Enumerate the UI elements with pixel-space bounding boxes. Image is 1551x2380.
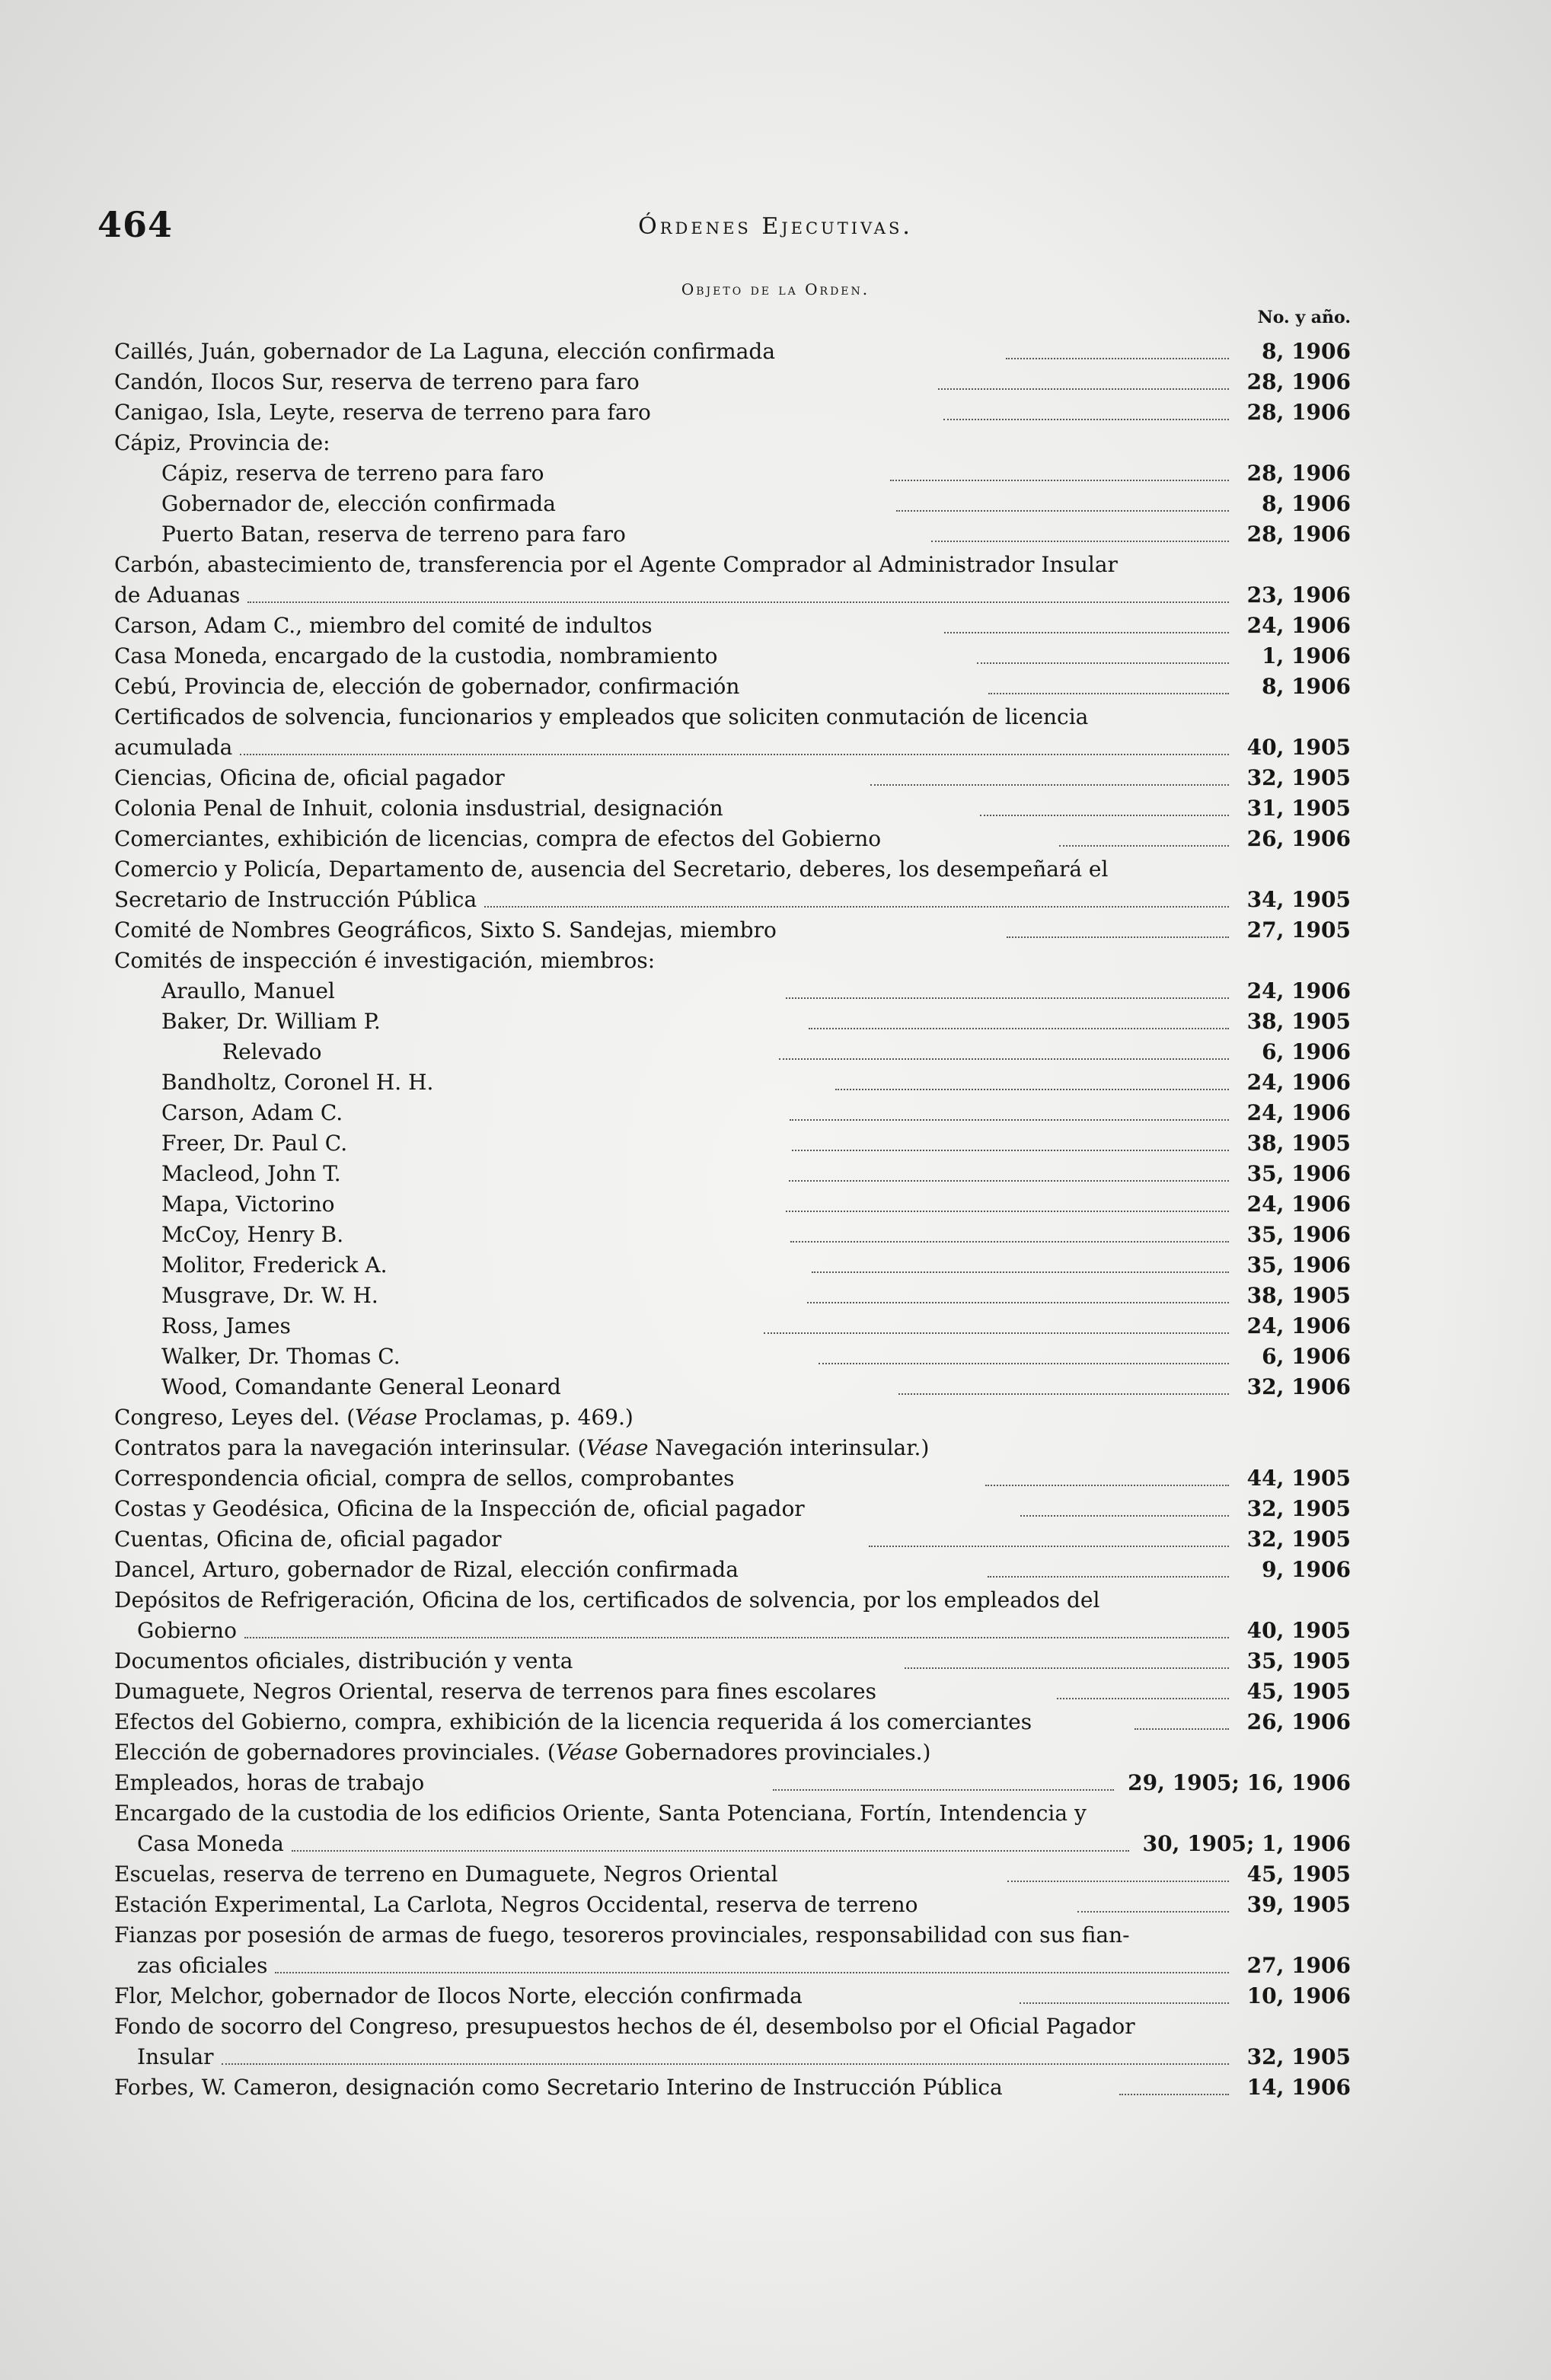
entry-number: 28, 1906 bbox=[1246, 400, 1351, 425]
entry-number: 34, 1905 bbox=[1246, 887, 1351, 912]
dot-leader bbox=[977, 662, 1229, 664]
entry-number: 8, 1906 bbox=[1262, 491, 1352, 516]
entry-text: Musgrave, Dr. W. H. bbox=[161, 1283, 378, 1308]
index-entry bbox=[114, 1829, 1351, 1859]
dot-leader bbox=[790, 1241, 1229, 1243]
entry-number: 26, 1906 bbox=[1246, 1709, 1352, 1734]
entry-number: 6, 1906 bbox=[1262, 1039, 1352, 1064]
entry-number: 24, 1906 bbox=[1246, 1313, 1352, 1338]
dot-leader bbox=[869, 1546, 1229, 1547]
entry-text: Canigao, Isla, Leyte, reserva de terreno para faro bbox=[114, 400, 651, 425]
entry-text: Gobernador de, elección confirmada bbox=[161, 491, 556, 516]
entry-text: Ross, James bbox=[161, 1313, 291, 1338]
dot-leader bbox=[240, 754, 1229, 755]
index-entry bbox=[114, 580, 1351, 611]
entry-number: 29, 1905; 16, 1906 bbox=[1128, 1770, 1352, 1795]
entry-text: Depósitos de Refrigeración, Oficina de los, certificados de solvencia, por los empleados del bbox=[114, 1587, 1100, 1613]
index-entry bbox=[114, 1463, 1351, 1494]
entry-number: 35, 1906 bbox=[1246, 1252, 1352, 1278]
dot-leader bbox=[789, 1180, 1229, 1182]
entry-text: Walker, Dr. Thomas C. bbox=[161, 1344, 401, 1369]
entry-number: 9, 1906 bbox=[1262, 1557, 1351, 1582]
index-subentry bbox=[114, 458, 1351, 489]
index-subentry bbox=[114, 1311, 1351, 1342]
entry-text: Cuentas, Oficina de, oficial pagador bbox=[114, 1527, 502, 1552]
entry-text: Carson, Adam C., miembro del comité de indultos bbox=[114, 613, 653, 638]
entry-text: Araullo, Manuel bbox=[161, 978, 335, 1003]
index-subentry bbox=[114, 1098, 1351, 1128]
entry-number: 40, 1905 bbox=[1246, 735, 1351, 760]
dot-leader bbox=[1057, 1698, 1230, 1699]
entry-text: Casa Moneda, encargado de la custodia, nombramiento bbox=[114, 643, 718, 668]
entry-number: 10, 1906 bbox=[1246, 1983, 1352, 2008]
dot-leader bbox=[905, 1667, 1229, 1669]
cross-reference: Congreso, Leyes del. (Véase Proclamas, p. 469.) bbox=[114, 1405, 633, 1430]
index-entry bbox=[114, 611, 1351, 641]
index-subentry bbox=[114, 1128, 1351, 1159]
entry-text: Comercio y Policía, Departamento de, ausencia del Secretario, deberes, los desempeñará el bbox=[114, 857, 1109, 882]
entry-number: 45, 1905 bbox=[1246, 1862, 1352, 1887]
entry-number: 24, 1906 bbox=[1246, 978, 1352, 1003]
index-entries bbox=[114, 337, 1351, 2103]
entry-text: Dumaguete, Negros Oriental, reserva de terrenos para fines escolares bbox=[114, 1679, 876, 1704]
entry-number: 31, 1905 bbox=[1246, 796, 1352, 821]
dot-leader bbox=[247, 601, 1229, 603]
index-entry bbox=[114, 1768, 1351, 1798]
entry-continuation: Insular bbox=[137, 2044, 214, 2069]
entry-number: 38, 1905 bbox=[1246, 1283, 1352, 1308]
entry-text: Caillés, Juán, gobernador de La Laguna, elección confirmada bbox=[114, 339, 776, 364]
entry-text: Ciencias, Oficina de, oficial pagador bbox=[114, 765, 505, 790]
entry-number: 24, 1906 bbox=[1246, 1100, 1351, 1125]
entry-text: Molitor, Frederick A. bbox=[161, 1252, 388, 1278]
index-entry bbox=[114, 367, 1351, 397]
dot-leader bbox=[1020, 1515, 1229, 1517]
index-entry bbox=[114, 1677, 1351, 1707]
entry-number: 14, 1906 bbox=[1246, 2075, 1351, 2100]
dot-leader bbox=[1059, 845, 1229, 847]
entry-number: 32, 1905 bbox=[1246, 765, 1352, 790]
dot-leader bbox=[988, 693, 1229, 694]
index-entry bbox=[114, 885, 1351, 915]
dot-leader bbox=[890, 480, 1229, 481]
entry-text: Certificados de solvencia, funcionarios y empleados que soliciten conmutación de licencia bbox=[114, 704, 1089, 729]
index-subentry bbox=[114, 1159, 1351, 1189]
index-subentry bbox=[114, 519, 1351, 550]
entry-number: 35, 1905 bbox=[1246, 1648, 1351, 1673]
entry-number: 8, 1906 bbox=[1262, 674, 1352, 699]
index-entry bbox=[114, 2072, 1351, 2103]
index-entry bbox=[114, 915, 1351, 946]
dot-leader bbox=[275, 1972, 1229, 1973]
entry-number: 24, 1906 bbox=[1246, 613, 1351, 638]
index-heading: Comités de inspección é investigación, miembros: bbox=[114, 948, 656, 973]
entry-text: Escuelas, reserva de terreno en Dumaguete, Negros Oriental bbox=[114, 1862, 778, 1887]
dot-leader bbox=[790, 1119, 1229, 1121]
entry-text: Macleod, John T. bbox=[161, 1161, 341, 1186]
entry-continuation: Secretario de Instrucción Pública bbox=[114, 887, 477, 912]
index-subentry bbox=[114, 1037, 1351, 1067]
index-entry bbox=[114, 1890, 1351, 1920]
entry-number: 6, 1906 bbox=[1262, 1344, 1352, 1369]
index-subentry bbox=[114, 1067, 1351, 1098]
entry-text: Dancel, Arturo, gobernador de Rizal, elección confirmada bbox=[114, 1557, 739, 1582]
index-subentry bbox=[114, 489, 1351, 519]
dot-leader bbox=[1020, 2002, 1229, 2004]
entry-number: 27, 1905 bbox=[1246, 917, 1351, 943]
entry-text: Wood, Comandante General Leonard bbox=[161, 1374, 561, 1399]
dot-leader bbox=[896, 510, 1229, 512]
index-entry bbox=[114, 763, 1351, 793]
entry-text: Comerciantes, exhibición de licencias, compra de efectos del Gobierno bbox=[114, 826, 882, 851]
entry-text: Fondo de socorro del Congreso, presupuestos hechos de él, desembolso por el Oficial Pagador bbox=[114, 2014, 1135, 2039]
dot-leader bbox=[943, 419, 1229, 420]
cross-reference: Elección de gobernadores provinciales. (Véase Gobernadores provinciales.) bbox=[114, 1740, 931, 1765]
entry-number: 28, 1906 bbox=[1246, 461, 1352, 486]
index-entry bbox=[114, 1524, 1351, 1555]
entry-text: Efectos del Gobierno, compra, exhibición de la licencia requerida á los comerciantes bbox=[114, 1709, 1032, 1734]
index-entry bbox=[114, 641, 1351, 672]
index-subentry bbox=[114, 1250, 1351, 1281]
entry-number: 38, 1905 bbox=[1246, 1131, 1351, 1156]
dot-leader bbox=[792, 1150, 1229, 1151]
dot-leader bbox=[786, 1211, 1229, 1212]
running-head: Órdenes Ejecutivas. bbox=[638, 213, 913, 240]
index-subentry bbox=[114, 1372, 1351, 1402]
entry-text: Relevado bbox=[222, 1039, 322, 1064]
index-entry bbox=[114, 793, 1351, 824]
dot-leader bbox=[807, 1302, 1229, 1303]
entry-number: 44, 1905 bbox=[1246, 1466, 1352, 1491]
entry-number: 27, 1906 bbox=[1246, 1953, 1351, 1978]
entry-number: 39, 1905 bbox=[1246, 1892, 1351, 1917]
dot-leader bbox=[1119, 2094, 1229, 2095]
entry-number: 32, 1906 bbox=[1246, 1374, 1351, 1399]
dot-leader bbox=[779, 1058, 1229, 1060]
index-entry bbox=[114, 672, 1351, 702]
entry-number: 38, 1905 bbox=[1246, 1009, 1352, 1034]
dot-leader bbox=[931, 541, 1229, 542]
entry-number: 24, 1906 bbox=[1246, 1070, 1351, 1095]
entry-continuation: acumulada bbox=[114, 735, 233, 760]
dot-leader bbox=[980, 815, 1229, 816]
dot-leader bbox=[764, 1332, 1229, 1334]
entry-number: 32, 1905 bbox=[1246, 1496, 1352, 1521]
entry-number: 30, 1905; 1, 1906 bbox=[1142, 1831, 1351, 1856]
entry-number: 35, 1906 bbox=[1246, 1222, 1352, 1247]
entry-text: Candón, Ilocos Sur, reserva de terreno para faro bbox=[114, 369, 640, 394]
dot-leader bbox=[898, 1393, 1229, 1395]
entry-number: 1, 1906 bbox=[1262, 643, 1351, 668]
entry-text: Bandholtz, Coronel H. H. bbox=[161, 1070, 434, 1095]
index-entry bbox=[114, 1951, 1351, 1981]
entry-number: 24, 1906 bbox=[1246, 1192, 1351, 1217]
entry-text: Freer, Dr. Paul C. bbox=[161, 1131, 348, 1156]
cross-reference: Contratos para la navegación interinsular. (Véase Navegación interinsular.) bbox=[114, 1435, 930, 1460]
dot-leader bbox=[988, 1576, 1229, 1578]
entry-continuation: Gobierno bbox=[137, 1618, 237, 1643]
index-entry bbox=[114, 824, 1351, 854]
entry-text: McCoy, Henry B. bbox=[161, 1222, 344, 1247]
dot-leader bbox=[944, 632, 1229, 633]
index-entry bbox=[114, 1707, 1351, 1737]
index-subentry bbox=[114, 1189, 1351, 1220]
dot-leader bbox=[835, 1089, 1229, 1090]
dot-leader bbox=[819, 1363, 1229, 1364]
dot-leader bbox=[812, 1271, 1229, 1273]
index-subentry bbox=[114, 1007, 1351, 1037]
entry-continuation: zas oficiales bbox=[137, 1953, 268, 1978]
entry-text: Encargado de la custodia de los edificios Oriente, Santa Potenciana, Fortín, Intendencia y bbox=[114, 1801, 1087, 1826]
dot-leader bbox=[1077, 1911, 1229, 1913]
entry-text: Cápiz, reserva de terreno para faro bbox=[161, 461, 544, 486]
entry-number: 28, 1906 bbox=[1246, 522, 1352, 547]
entry-number: 26, 1906 bbox=[1246, 826, 1352, 851]
index-subentry bbox=[114, 976, 1351, 1007]
entry-continuation: de Aduanas bbox=[114, 582, 241, 608]
dot-leader bbox=[484, 906, 1229, 908]
index-entry bbox=[114, 1616, 1351, 1646]
index-entry bbox=[114, 1859, 1351, 1890]
index-entry bbox=[114, 732, 1351, 763]
index-entry bbox=[114, 337, 1351, 367]
entry-text: Puerto Batan, reserva de terreno para faro bbox=[161, 522, 626, 547]
index-subentry bbox=[114, 1220, 1351, 1250]
entry-number: 32, 1905 bbox=[1246, 1527, 1352, 1552]
entry-text: Fianzas por posesión de armas de fuego, tesoreros provinciales, responsabilidad con sus fian- bbox=[114, 1922, 1130, 1948]
dot-leader bbox=[1007, 936, 1229, 938]
entry-text: Estación Experimental, La Carlota, Negros Occidental, reserva de terreno bbox=[114, 1892, 918, 1917]
dot-leader bbox=[938, 388, 1229, 390]
index-entry bbox=[114, 1494, 1351, 1524]
entry-number: 32, 1905 bbox=[1246, 2044, 1351, 2069]
entry-number: 23, 1906 bbox=[1246, 582, 1351, 608]
index-heading: Cápiz, Provincia de: bbox=[114, 430, 330, 455]
section-head: Objeto de la Orden. bbox=[681, 280, 870, 298]
page-number: 464 bbox=[97, 204, 174, 245]
dot-leader bbox=[1007, 1881, 1229, 1882]
index-entry bbox=[114, 397, 1351, 428]
dot-leader bbox=[985, 1485, 1229, 1486]
entry-number: 40, 1905 bbox=[1246, 1618, 1351, 1643]
dot-leader bbox=[292, 1850, 1129, 1852]
entry-number: 28, 1906 bbox=[1246, 369, 1351, 394]
entry-text: Costas y Geodésica, Oficina de la Inspección de, oficial pagador bbox=[114, 1496, 805, 1521]
index-entry bbox=[114, 1981, 1351, 2012]
entry-text: Carson, Adam C. bbox=[161, 1100, 343, 1125]
dot-leader bbox=[870, 784, 1229, 786]
dot-leader bbox=[244, 1637, 1229, 1638]
entry-text: Cebú, Provincia de, elección de gobernador, confirmación bbox=[114, 674, 740, 699]
dot-leader bbox=[1006, 358, 1229, 359]
column-header: No. y año. bbox=[1257, 308, 1351, 327]
entry-text: Comité de Nombres Geográficos, Sixto S. Sandejas, miembro bbox=[114, 917, 777, 943]
entry-number: 8, 1906 bbox=[1262, 339, 1352, 364]
entry-text: Flor, Melchor, gobernador de Ilocos Norte, elección confirmada bbox=[114, 1983, 803, 2008]
entry-text: Mapa, Victorino bbox=[161, 1192, 335, 1217]
index-entry bbox=[114, 1555, 1351, 1585]
entry-text: Correspondencia oficial, compra de sellos, comprobantes bbox=[114, 1466, 735, 1491]
dot-leader bbox=[1135, 1728, 1229, 1730]
entry-text: Forbes, W. Cameron, designación como Secretario Interino de Instrucción Pública bbox=[114, 2075, 1003, 2100]
entry-continuation: Casa Moneda bbox=[137, 1831, 284, 1856]
dot-leader bbox=[222, 2063, 1229, 2065]
dot-leader bbox=[773, 1789, 1114, 1791]
entry-text: Baker, Dr. William P. bbox=[161, 1009, 381, 1034]
entry-text: Carbón, abastecimiento de, transferencia por el Agente Comprador al Administrador Insular bbox=[114, 552, 1118, 577]
index-subentry bbox=[114, 1281, 1351, 1311]
entry-text: Documentos oficiales, distribución y venta bbox=[114, 1648, 573, 1673]
index-entry bbox=[114, 1646, 1351, 1677]
dot-leader bbox=[809, 1028, 1229, 1029]
index-subentry bbox=[114, 1342, 1351, 1372]
index-entry bbox=[114, 2042, 1351, 2072]
entry-number: 45, 1905 bbox=[1246, 1679, 1351, 1704]
entry-number: 35, 1906 bbox=[1246, 1161, 1352, 1186]
dot-leader bbox=[786, 997, 1229, 999]
entry-text: Colonia Penal de Inhuit, colonia insdustrial, designación bbox=[114, 796, 723, 821]
entry-text: Empleados, horas de trabajo bbox=[114, 1770, 425, 1795]
